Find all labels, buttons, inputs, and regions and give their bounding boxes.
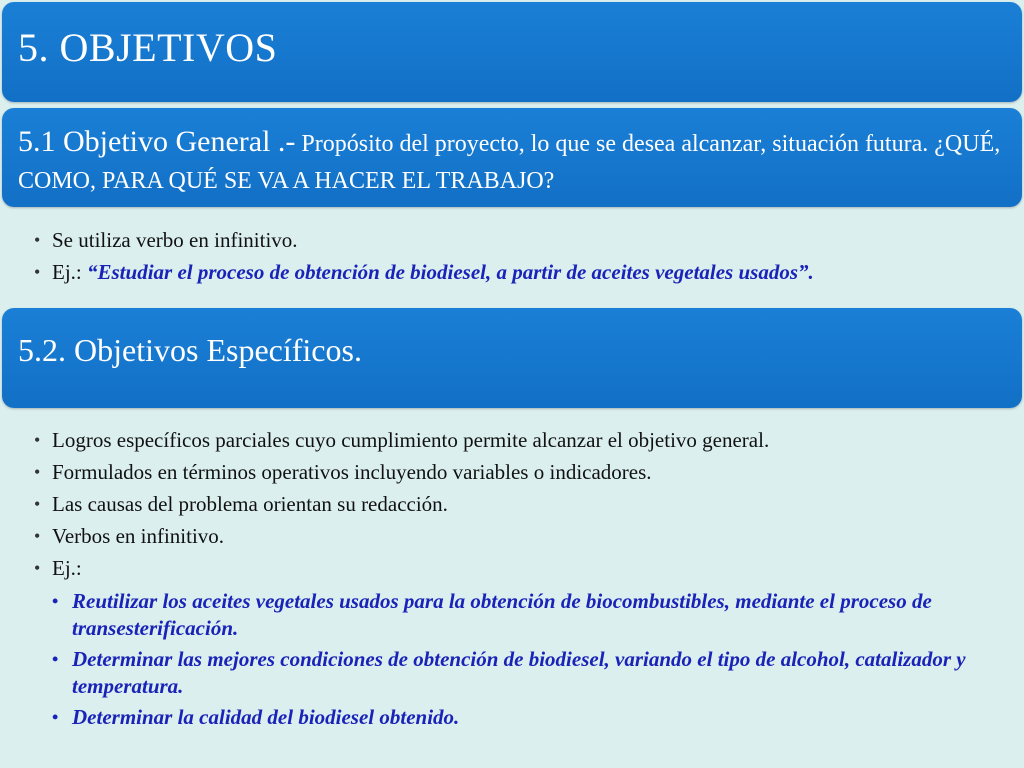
list-item: • Las causas del problema orientan su redacción. (30, 488, 1000, 520)
list-item: • Ej.: (30, 552, 1000, 584)
list-item: • Verbos en infinitivo. (30, 520, 1000, 552)
example-item: • Reutilizar los aceites vegetales usados para la obtención de biocombustibles, mediante el proceso de transesterificación. (52, 589, 932, 640)
bullet-icon: • (34, 526, 41, 546)
specific-objectives-list (30, 424, 1000, 584)
example-item: • Determinar las mejores condiciones de obtención de biodiesel, variando el tipo de alcohol, catalizador y temperatura. (52, 647, 966, 698)
general-example-quote: “Estudiar el proceso de obtención de biodiesel, a partir de aceites vegetales usados”. (87, 260, 814, 284)
example-item: • Determinar la calidad del biodiesel obtenido. (52, 705, 460, 729)
bullet-icon: • (52, 591, 59, 611)
list-item (30, 256, 1000, 288)
specific-examples-list (52, 588, 1012, 735)
bullet-icon: • (34, 558, 41, 578)
list-item: • Logros específicos parciales cuyo cumplimiento permite alcanzar el objetivo general. (30, 424, 1000, 456)
general-objective-heading: 5.1 Objetivo General .- (18, 125, 296, 158)
page-title: 5. OBJETIVOS (18, 25, 278, 70)
general-objective-banner (2, 108, 1022, 207)
bullet-icon: • (52, 707, 59, 727)
specific-objectives-banner (2, 308, 1022, 408)
bullet-icon: • (34, 462, 41, 482)
list-item: • Se utiliza verbo en infinitivo. (30, 224, 1000, 256)
list-item: • Formulados en términos operativos incluyendo variables o indicadores. (30, 456, 1000, 488)
specific-objectives-heading: 5.2. Objetivos Específicos. (18, 332, 362, 368)
bullet-icon: • (34, 430, 41, 450)
general-objective-description: Propósito del proyecto, lo que se desea alcanzar, situación futura. ¿QUÉ, COMO, PARA QUÉ SE VA A HACER EL TRABAJO? (18, 131, 1001, 194)
example-prefix: Ej.: (52, 260, 87, 284)
bullet-icon: • (34, 230, 41, 250)
bullet-icon: • (34, 494, 41, 514)
bullet-icon: • (34, 262, 41, 282)
general-objective-list (30, 224, 1000, 288)
title-banner (2, 2, 1022, 102)
bullet-icon: • (52, 649, 59, 669)
